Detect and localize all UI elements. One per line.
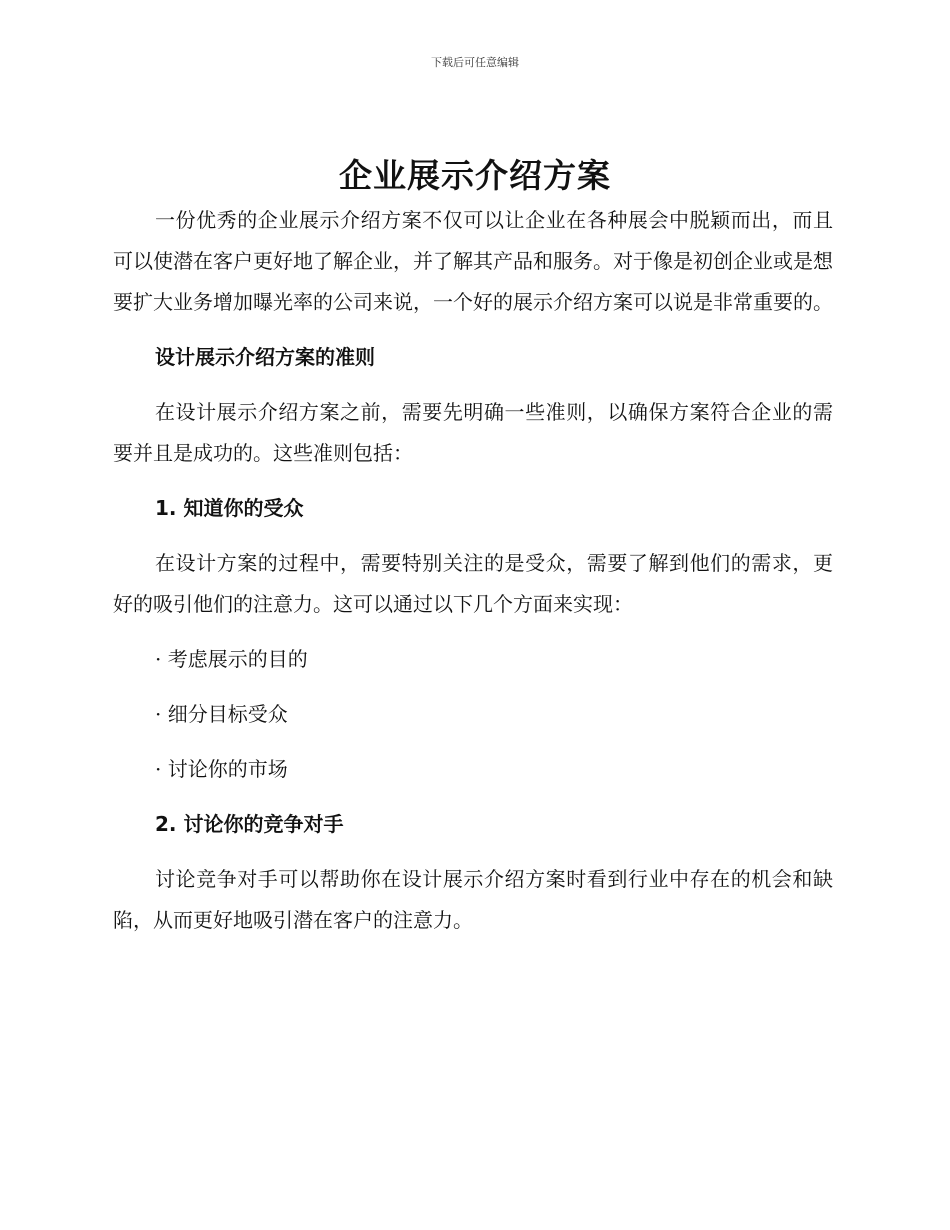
intro-paragraph: 一份优秀的企业展示介绍方案不仅可以让企业在各种展会中脱颖而出，而且可以使潜在客户更好地了解企业，并了解其产品和服务。对于像是初创企业或是想要扩大业务增加曝光率的公司来说，一个好的展示介绍方案可以说是非常重要的。 (113, 208, 833, 314)
point-heading-audience: 1. 知道你的受众 (155, 496, 304, 520)
header-note: 下载后可任意编辑 (431, 56, 519, 69)
guidelines-paragraph: 在设计展示介绍方案之前，需要先明确一些准则，以确保方案符合企业的需要并且是成功的。这些准则包括： (113, 400, 833, 465)
document-body (113, 200, 833, 955)
bullet-item: · 讨论你的市场 (155, 757, 288, 781)
bullet-item: · 考虑展示的目的 (155, 647, 308, 671)
section-heading-guidelines: 设计展示介绍方案的准则 (155, 345, 375, 369)
bullet-item: · 细分目标受众 (155, 702, 288, 726)
audience-paragraph: 在设计方案的过程中，需要特别关注的是受众，需要了解到他们的需求，更好的吸引他们的注意力。这可以通过以下几个方面来实现： (113, 551, 833, 616)
point-heading-competitors: 2. 讨论你的竞争对手 (155, 812, 344, 836)
page-title: 企业展示介绍方案 (339, 156, 611, 195)
competitors-paragraph: 讨论竞争对手可以帮助你在设计展示介绍方案时看到行业中存在的机会和缺陷，从而更好地吸引潜在客户的注意力。 (113, 867, 833, 932)
